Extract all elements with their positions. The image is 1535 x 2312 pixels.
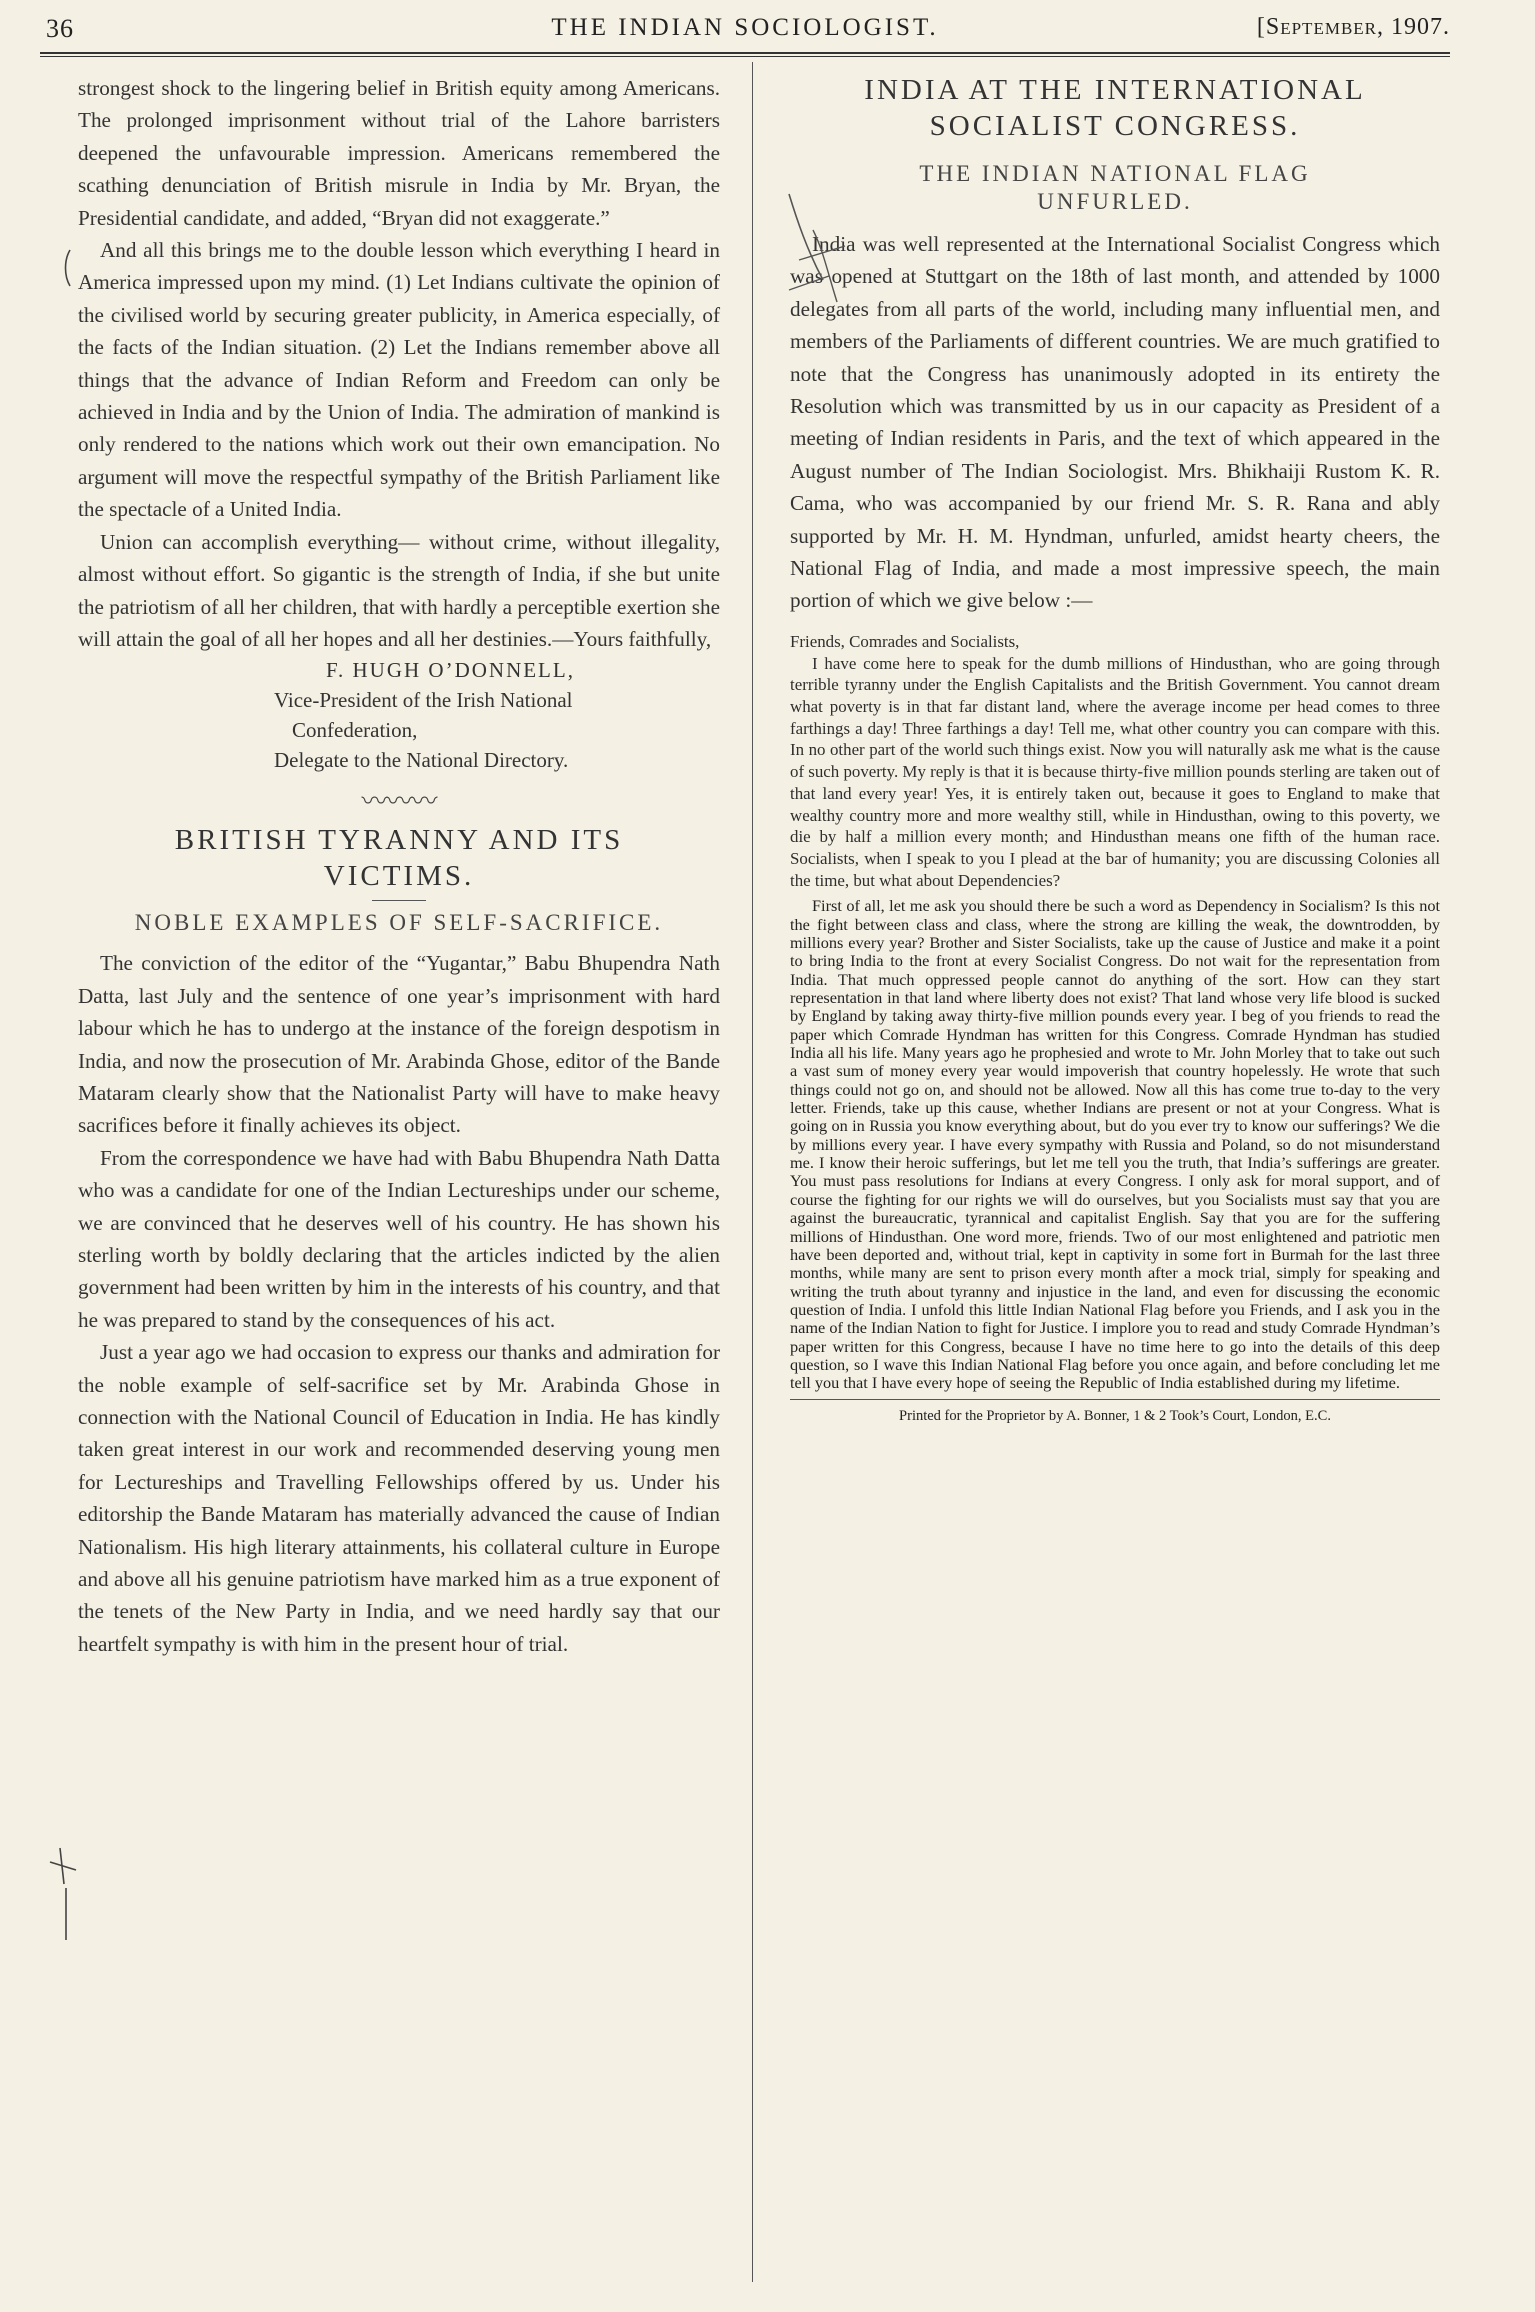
issue-date: [September, 1907. [1256, 14, 1450, 40]
signature-title-1: Vice-President of the Irish National [274, 688, 573, 713]
article-title-line-2: SOCIALIST CONGRESS. [929, 110, 1301, 142]
speech-salutation: Friends, Comrades and Socialists, [790, 631, 1020, 651]
article-title-line-1: INDIA AT THE INTERNATIONAL [864, 74, 1366, 106]
speech-paragraph-2: First of all, let me ask you should there be such a word as Dependency in Socialism? Is this not the fight between class and class, where the strong are killing the weak, the downtrodden, by millions every year? Brother and Sister Socialists, take up the cause of Justice and make it a point to bring India to the front at every Socialist Congress. Do not wait for the representation from India. That much oppressed people cannot do anything of the sort. How can they start representation in that land where liberty does not exist? That land whose very life blood is sucked by England by taking away thirty-five million pounds every year. I beg of you friends to read the paper which Comrade Hyndman has written for this Congress. Comrade Hyndman has studied India all his life. Many years ago he prophesied and wrote to Mr. John Morley that to take out such a vast sum of money every year would impoverish that country hopelessly. He wrote that such things could not go on, and should not be allowed. Now all this has come true to-day to the very letter. Friends, take up this cause, whether Indians are present or not at your Congress. What is going on in Russia you know everything about, but do you ever try to know our sufferings? We die by millions every year. I have every sympathy with Russia and Poland, so do not misunderstand me. I know their heroic sufferings, but let me tell you the truth, that India’s sufferings are greater. You must pass resolutions for Indians at every Congress. I only ask for moral support, and of course the fighting for our rights we will do ourselves, but you Socialists must say that you are against the bureaucratic, tyrannical and capitalist English. Say that you are for the suffering millions of Hindusthan. One word more, friends. Two of our most enlightened and patriotic men have been deported and, without trial, kept in captivity in some fort in Burmah for the last three months, while many are sent to prison every month after a mock trial, simply for speaking and writing the truth about tyranny and injustice in the land, and even for discussing the economic question of India. I unfold this little Indian National Flag before you Friends, and I ask you in the name of the Indian Nation to fight for Justice. I implore you to read and study Comrade Hyndman’s paper written for this Congress, because I have no time here to go into the details of this deep question, so I wave this Indian National Flag before you once again, and before concluding let me tell you that I have every hope of seeing the Republic of India established during my lifetime. [790, 896, 1440, 1393]
article-subtitle: NOBLE EXAMPLES OF SELF-SACRIFICE. [134, 910, 664, 936]
handwritten-margin-mark [783, 190, 853, 310]
page-header [40, 8, 1450, 48]
article-paragraph-3: Just a year ago we had occasion to express our thanks and admiration for the noble example of self-sacrifice set by Mr. Arabinda Ghose in connection with the National Council of Education in India. He has kindly taken great interest in our work and recommended deserving young men for Lectureships and Travelling Fellowships offered by us. Under his editorship the Bande Mataram has materially advanced the cause of Indian Nationalism. His high literary attainments, his collateral culture in Europe and above all his genuine patriotism have marked him as a true exponent of the tenets of the New Party in India, and we need hardly say that our heartfelt sympathy is with him in the present hour of trial. [78, 1340, 720, 1656]
letter-paragraph-1: strongest shock to the lingering belief in British equity among Americans. The prolonged imprisonment without trial of the Lahore barristers deepened the unfavourable impression. Americans remembered the scathing denunciation of British misrule in India by Mr. Bryan, the Presidential candidate, and added, “Bryan did not exaggerate.” [78, 76, 720, 230]
publication-title: THE INDIAN SOCIOLOGIST. [551, 14, 939, 41]
printer-imprint: Printed for the Proprietor by A. Bonner, 1 & 2 Took’s Court, London, E.C. [899, 1407, 1331, 1424]
article-paragraph-2: From the correspondence we have had with Babu Bhupendra Nath Datta who was a candidate for one of the Indian Lectureships under our scheme, we are convinced that he deserves well of his country. He has shown his sterling worth by boldly declaring that the articles indicted by the alien government had been written by him in the interests of his country, and that he was prepared to stand by the consequences of his act. [78, 1145, 720, 1332]
letter-signature [78, 655, 720, 775]
signature-name: F. HUGH O’DONNELL, [326, 658, 575, 683]
handwritten-margin-bracket [60, 248, 80, 288]
article-title-line-2: VICTIMS. [323, 860, 475, 893]
page-number: 36 [46, 14, 74, 43]
column-divider [752, 62, 753, 2282]
right-column [790, 72, 1440, 1425]
header-rule-thin [40, 56, 1450, 57]
handwritten-margin-mark-2 [46, 1840, 86, 1950]
title-rule [372, 900, 426, 901]
signature-title-3: Delegate to the National Directory. [274, 748, 569, 773]
header-rule [40, 52, 1450, 54]
article-intro: India was well represented at the International Socialist Congress which was opened at Stuttgart on the 18th of last month, and attended by 1000 delegates from all parts of the world, including many influential men, and members of the Parliaments of different countries. We are much gratified to note that the Congress has unanimously adopted in its entirety the Resolution which was transmitted by us in our capacity as President of a meeting of Indian residents in Paris, and the text of which appeared in the August number of The Indian Sociologist. Mrs. Bhikhaiji Rustom K. R. Cama, who was accompanied by our friend Mr. S. R. Rana and ably supported by Mr. H. M. Hyndman, unfurled, amidst hearty cheers, the National Flag of India, and made a most impressive speech, the main portion of which we give below :— [790, 232, 1440, 613]
letter-paragraph-2: And all this brings me to the double lesson which everything I heard in America impressed upon my mind. (1) Let Indians cultivate the opinion of the civilised world by securing greater publicity, in America especially, of the facts of the Indian situation. (2) Let the Indians remember above all things that the advance of Indian Reform and Freedom can only be achieved in India and by the Union of India. The admiration of mankind is only rendered to the nations which work out their own emancipation. No argument will move the respectful sympathy of the British Parliament like the spectacle of a United India. [78, 238, 720, 522]
article-subtitle-line-2: UNFURLED. [1037, 189, 1193, 214]
footer-rule [790, 1399, 1440, 1400]
section-ornament: 〰〰〰 [361, 787, 437, 817]
article-british-tyranny [78, 822, 720, 1660]
article-subtitle-line-1: THE INDIAN NATIONAL FLAG [919, 161, 1311, 186]
signature-title-2: Confederation, [292, 718, 418, 743]
article-title-line-1: BRITISH TYRANNY AND ITS [174, 824, 624, 857]
left-column [78, 72, 720, 1660]
letter-paragraph-3: Union can accomplish everything— without crime, without illegality, almost without effort. So gigantic is the strength of India, if she but unite the patriotism of all her children, that with hardly a perceptible exertion she will attain the goal of all her hopes and all her destinies.—Yours faithfully, [78, 529, 720, 651]
speech-paragraph-1: I have come here to speak for the dumb millions of Hindusthan, who are going through terrible tyranny under the English Capitalists and the British Government. You cannot dream what poverty is in that far distant land, where the average income per head comes to three farthings a day! Three farthings a day! Tell me, what other country you can compare with this. In no other part of the world such things exist. Now you will naturally ask me what is the cause of such poverty. My reply is that it is because thirty-five million pounds sterling are taken out of that land every year! Yes, it is entirely taken out, because it goes to England to make that wealthy country more and more wealthy still, while in Hindusthan, owing to this poverty, we die by half a million every month; and Hindusthan means one fifth of the human race. Socialists, when I speak to you I plead at the bar of humanity; you are discussing Colonies all the time, but what about Dependencies? [790, 653, 1440, 890]
article-paragraph-1: The conviction of the editor of the “Yugantar,” Babu Bhupendra Nath Datta, last July and the sentence of one year’s imprisonment with hard labour which he has to undergo at the instance of the foreign despotism in India, and now the prosecution of Mr. Arabinda Ghose, editor of the Bande Mataram clearly show that the Nationalist Party will have to make heavy sacrifices before it finally achieves its object. [78, 951, 720, 1138]
